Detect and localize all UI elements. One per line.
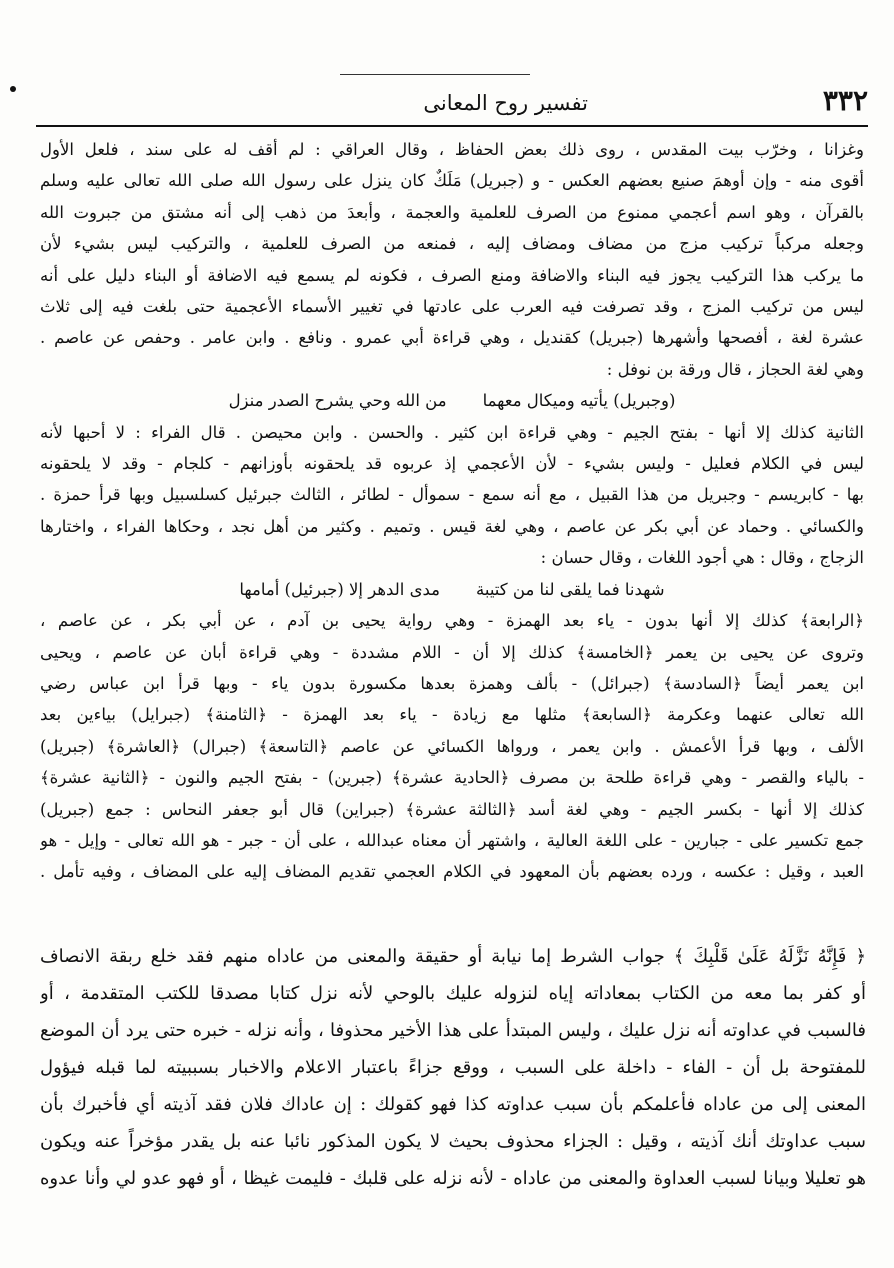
text-line: الزجاج ، وقال : هي أجود اللغات ، وقال حسان : — [540, 548, 864, 568]
commentary-line: المعنى إلى من عاداه فأعلمكم بأن سبب عداوته كذا فهو كقولك : إن عاداك فلان فقد آذيته أي فأخبرك بأن — [40, 1094, 866, 1115]
text-line: ﴿الرابعة﴾ كذلك إلا أنها بدون - ياء بعد الهمزة - وهي رواية يحيى بن آدم ، عن أبي بكر ، عن عاصم ، — [40, 611, 864, 631]
text-line: بالقرآن ، وهو اسم أعجمي ممنوع من الصرف للعلمية والعجمة ، وأبعدَ من ذهب إلى أنه مشتق من جبروت الله — [40, 202, 864, 222]
verse-first-hemistich: شهدنا فما يلقى لنا من كتيبة — [476, 579, 665, 599]
commentary-line: هو تعليلا وبيانا لسبب العداوة والمعنى من عاداه - لأنه نزله على قلبك - فليمت غيظا ، أو فهو عدو لي وأنا عدوه — [40, 1168, 866, 1189]
poetry-verse-2 — [40, 574, 864, 605]
page-header — [36, 84, 868, 122]
margin-dot — [10, 86, 16, 92]
text-line: الثانية كذلك إلا أنها - بفتح الجيم - وهي قراءة ابن كثير . والحسن . وابن محيصن . قال الفراء : لا أحبها لأنه — [40, 422, 864, 442]
poetry-verse-1 — [40, 385, 864, 416]
text-line: وجعله مركباً تركيب مزج من مضاف ومضاف إليه ، فمنعه من الصرف للعلمية ، والتركيب ليس بشيء لأن — [40, 234, 864, 254]
text-line: عشرة لغة ، أفصحها وأشهرها (جبريل) كقنديل ، وهي قراءة أبي عمرو . ونافع . وابن عامر . وحفص عن عاصم . — [40, 328, 864, 348]
verse-second-hemistich: مدى الدهر إلا (جبرئيل) أمامها — [239, 579, 440, 599]
text-line: الألف ، وبها قرأ الأعمش . وابن يعمر ، ورواها الكسائي عن عاصم ﴿التاسعة﴾ (جبرال) ﴿العاشرة﴾ (جبريل) — [40, 736, 864, 756]
commentary-line: فالسبب في عداوته أنه نزل عليك ، وليس المبتدأ على هذا الأخير محذوفا ، وأنه نزله - خبره حتى يرد أن الموضع — [40, 1020, 866, 1041]
text-line: بها - كابريسم - وجبريل من هذا القبيل ، مع أنه سمع - سموأل - لطائر ، الثالث جبرئيل كسلسبيل وبها قرأ حمزة . — [40, 485, 864, 505]
commentary-line: سبب عداوتك أنك آذيته ، وقيل : الجزاء محذوف بحيث لا يكون المذكور نائبا عنه بل يقدر مؤخراً عنه ويكون — [40, 1131, 866, 1152]
text-line: كذلك إلا أنها - بكسر الجيم - وهي لغة أسد ﴿الثالثة عشرة﴾ (جبراين) قال أبو جعفر النحاس : جمع (جبريل) — [40, 799, 864, 819]
verse-first-hemistich: (وجبريل) يأتيه وميكال معهما — [482, 391, 676, 411]
page-number: ٣٣٢ — [822, 84, 868, 117]
text-line: ليس في الكلام فعليل - وليس بشيء - لأن الأعجمي إذ عربوه قد يلحقونه بأوزانهم - كلجام - وقد لا يلحقونه — [40, 454, 864, 474]
text-line: والكسائي . وحماد عن أبي بكر عن عاصم ، وهي لغة قيس . وتميم . وكثير من أهل نجد ، وحكاها الفراء ، واختارها — [40, 516, 864, 536]
commentary-line: أو كفر بما معه من الكتاب بمعاداته إياه لنزوله عليك بالوحي لأنه نزل كتابا مصدقا للكتب المتقدمة ، أو — [40, 983, 866, 1004]
text-line: وتروى عن يحيى بن يعمر ﴿الخامسة﴾ كذلك إلا أن - اللام مشددة - وهي قراءة أبان عن عاصم ، ويحيى — [40, 642, 864, 662]
text-line: جمع تكسير على - جبارين - على اللغة العالية ، واشتهر أن معناه عبدالله ، على أن - جبر - هو الله تعالى - وإيل - هو — [40, 830, 864, 850]
commentary-block — [40, 938, 866, 1197]
commentary-line: ﴿ فَإِنَّهُ نَزَّلَهُ عَلَىٰ قَلْبِكَ ﴾ جواب الشرط إما نيابة أو حقيقة والمعنى من عاداه منهم فقد خلع ربقة الانصاف — [40, 946, 866, 967]
text-line: - بالياء والقصر - وهي قراءة طلحة بن مصرف ﴿الحادية عشرة﴾ (جبرين) - بفتح الجيم والنون - ﴿الثانية عشرة﴾ — [40, 768, 864, 788]
text-line: ما يركب هذا التركيب يجوز فيه البناء والاضافة ومنع الصرف ، فكونه لم يسمع فيه الاضافة أو البناء دليل على أنه — [40, 265, 864, 285]
text-line: العبد ، وقيل : عكسه ، ورده بعضهم بأن المعهود في الكلام العجمي تقديم المضاف إليه على المضاف ، وفيه تأمل . — [40, 862, 864, 882]
verse-second-hemistich: من الله وحي يشرح الصدر منزل — [228, 391, 447, 411]
commentary-line: للمفتوحة بل أن - الفاء - داخلة على السبب ، ووقع جزاءً باعتبار الاعلام والاخبار بسببيته لما قبله فيؤول — [40, 1057, 866, 1078]
text-line: الله تعالى عنهما وعكرمة ﴿السابعة﴾ مثلها مع زيادة - ياء بعد الهمزة - ﴿الثامنة﴾ (جبرايل) بياءين بعد — [40, 705, 864, 725]
text-line: وغزانا ، وخرّب بيت المقدس ، روى ذلك بعض الحفاظ ، وقال العراقي : لم أقف له على سند ، فلعل الأول — [40, 140, 864, 159]
text-line: ليس من تركيب المزج ، وقد تصرفت فيه العرب على عادتها في تغيير الأسماء الأعجمية حتى بلغت فيه إلى ثلاث — [40, 297, 864, 317]
running-title: تفسير روح المعانى — [423, 91, 588, 115]
main-text-block — [40, 134, 864, 888]
text-line: أقوى منه - وإن أوهمَ صنيع بعضهم العكس - و (جبريل) مَلَكٌ كان ينزل على رسول الله صلى الله تعالى عليه وسلم — [40, 171, 864, 191]
top-decorative-rule — [340, 74, 530, 75]
text-line: وهي لغة الحجاز ، قال ورقة بن نوفل : — [606, 359, 864, 379]
header-rule — [36, 125, 868, 127]
text-line: ابن يعمر أيضاً ﴿السادسة﴾ (جبرائل) - بألف وهمزة بعدها مكسورة بدون ياء - وبها قرأ ابن عباس رضي — [40, 673, 864, 693]
